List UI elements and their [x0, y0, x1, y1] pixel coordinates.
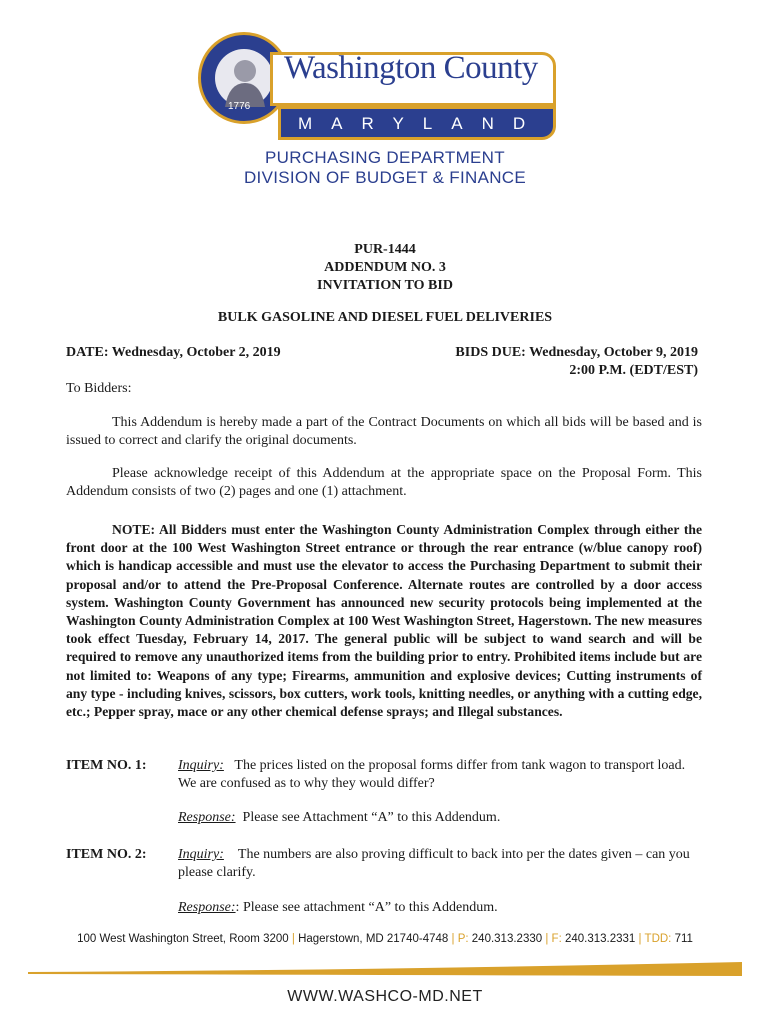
footer-city: Hagerstown, MD 21740-4748	[298, 933, 449, 945]
item-2-response-label: Response:	[178, 900, 236, 915]
item-1-label: ITEM NO. 1:	[66, 758, 147, 773]
item-2-response-text: Please see attachment “A” to this Addendum.	[242, 900, 498, 915]
footer-tdd-label: TDD:	[644, 933, 672, 945]
bids-due-time: 2:00 P.M. (EDT/EST)	[569, 363, 698, 378]
paragraph-acknowledge: Please acknowledge receipt of this Addendum at the appropriate space on the Proposal Form. This Addendum consists of two (2) pages and one (1) attachment.	[66, 466, 702, 499]
footer-fax-label: F:	[551, 933, 562, 945]
salutation: To Bidders:	[66, 381, 132, 396]
document-type: INVITATION TO BID	[317, 278, 453, 293]
footer-separator: |	[638, 933, 642, 945]
item-2-inquiry-text: The numbers are also proving difficult to back into per the dates given – can you please clarify.	[178, 847, 690, 880]
item-1-response-label: Response:	[178, 810, 236, 825]
footer-phone: 240.313.2330	[471, 933, 543, 945]
portrait-icon	[215, 49, 273, 107]
footer-gold-swoosh	[28, 960, 742, 978]
bids-due-date: BIDS DUE: Wednesday, October 9, 2019	[455, 345, 698, 360]
footer-tdd: 711	[674, 933, 693, 945]
item-2-inquiry-label: Inquiry:	[178, 847, 224, 862]
footer-street: 100 West Washington Street, Room 3200	[77, 933, 289, 945]
item-1-response	[178, 809, 704, 827]
item-2-label: ITEM NO. 2:	[66, 847, 147, 862]
footer-separator: |	[291, 933, 295, 945]
footer-address-line	[0, 933, 770, 945]
logo-state-name: MARYLAND	[298, 114, 545, 133]
item-2-response: Response:: Please see attachment “A” to this Addendum.	[178, 900, 498, 915]
bid-number: PUR-1444	[354, 242, 416, 257]
department-name: PURCHASING DEPARTMENT	[265, 148, 505, 167]
footer-phone-label: P:	[457, 933, 469, 945]
item-1-inquiry-label: Inquiry:	[178, 758, 224, 773]
bid-subject: BULK GASOLINE AND DIESEL FUEL DELIVERIES	[217, 310, 553, 325]
item-1-inquiry-text: The prices listed on the proposal forms differ from tank wagon to transport load. We are confused as to why they would differ?	[178, 758, 686, 791]
item-2-inquiry	[178, 846, 704, 882]
logo-county-name: Washington County	[284, 50, 538, 86]
paragraph-intro: This Addendum is hereby made a part of the Contract Documents on which all bids will be based and is issued to correct and clarify the original documents.	[66, 415, 702, 448]
footer-fax: 240.313.2331	[564, 933, 636, 945]
issue-date: DATE: Wednesday, October 2, 2019	[66, 345, 281, 360]
item-1-response-text: Please see Attachment “A” to this Addendum.	[242, 810, 501, 825]
footer-separator: |	[451, 933, 455, 945]
division-name: DIVISION OF BUDGET & FINANCE	[243, 168, 526, 187]
footer-separator: |	[545, 933, 549, 945]
washington-county-logo	[198, 32, 568, 152]
item-1-inquiry	[178, 757, 704, 793]
footer-website: WWW.WASHCO-MD.NET	[287, 988, 483, 1005]
security-note: NOTE: All Bidders must enter the Washington County Administration Complex through either the front door at the 100 West Washington Street entrance or through the rear entrance (w/blue canopy roof) which is handicap accessible and must use the elevator to access the Purchasing Department to submit their proposal and/or to attend the Pre-Proposal Conference. Alternate routes are controlled by a door access system. Washington County Government has announced new security protocols being implemented at the Washington County Administration Complex at 100 West Washington Street, Hagerstown. The new measures took effect Tuesday, February 14, 2017. The general public will be subject to wand search and will be required to remove any unauthorized items from the building prior to entry. Prohibited items include but are not limited to: Weapons of any type; Firearms, ammunition and explosive devices; Cutting instruments of any type - including knives, scissors, box cutters, work tools, knitting needles, or anything with a cutting edge, etc.; Pepper spray, mace or any other chemical defense sprays; and Illegal substances.	[66, 522, 702, 720]
addendum-number: ADDENDUM NO. 3	[324, 260, 446, 275]
seal-year: 1776	[228, 101, 251, 112]
